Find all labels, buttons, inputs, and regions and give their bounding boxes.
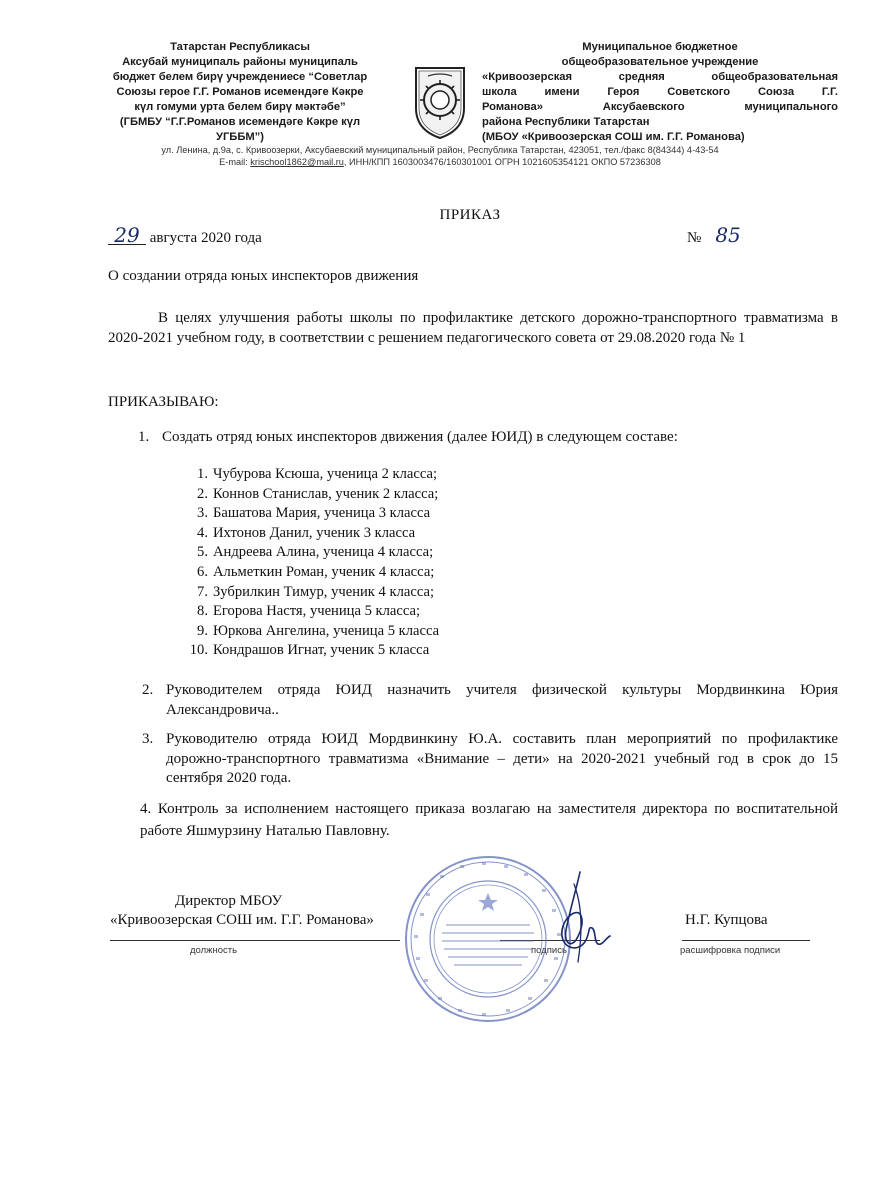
header-tatar-line: күл гомуми урта белем бирү мәктәбе” bbox=[134, 101, 346, 113]
list-item bbox=[188, 465, 439, 485]
member-name: Егорова Настя, ученица 5 класса; bbox=[213, 603, 421, 620]
requisites-text: , ИНН/КПП 1603003476/160301001 ОГРН 1021605354121 ОКПО 57236308 bbox=[343, 157, 661, 167]
header-russian-line: Романова» Аксубаевского муниципального bbox=[482, 101, 838, 113]
list-index: 3. bbox=[197, 505, 208, 522]
item-text: Руководителю отряда ЮИД Мордвинкину Ю.А. составить план мероприятий по профилактике дорожно-транспортного травматизма «Внимание – дети» на 2020-2021 учебный год в срок до 15 сентября 2020 года. bbox=[166, 731, 838, 786]
list-item bbox=[188, 504, 439, 524]
item-text: Создать отряд юных инспекторов движения (далее ЮИД) в следующем составе: bbox=[162, 429, 678, 445]
header-tatar-line: Татарстан Республикасы bbox=[170, 41, 310, 53]
header-tatar-line: Аксубай муниципаль районы муниципаль bbox=[122, 56, 358, 68]
list-item bbox=[188, 485, 439, 505]
order-preamble: В целях улучшения работы школы по профилактике детского дорожно-транспортного травматизма в 2020-2021 учебном году, в соответствии с решением педагогического совета от 29.08.2020 года № 1 bbox=[108, 310, 838, 346]
caption-position: должность bbox=[190, 945, 238, 956]
signatory-position: Директор МБОУ bbox=[175, 893, 283, 909]
order-number bbox=[687, 223, 765, 247]
coat-of-arms-icon bbox=[410, 64, 470, 140]
email-label: E-mail: bbox=[219, 157, 251, 167]
item-number: 1. bbox=[138, 429, 150, 445]
address-line: ул. Ленина, д.9а, с. Кривоозерки, Аксубаевский муниципальный район, Республика Татарстан, 423051, тел./факс 8(84344) 4-43-54 bbox=[161, 145, 719, 155]
list-item bbox=[188, 563, 439, 583]
order-item-4: 4. Контроль за исполнением настоящего приказа возлагаю на заместителя директора по воспитательной работе Яшмурзину Наталью Павловну. bbox=[140, 801, 838, 839]
caption-signature: подпись bbox=[531, 945, 567, 956]
member-name: Коннов Станислав, ученик 2 класса; bbox=[213, 485, 439, 502]
order-directive-word: ПРИКАЗЫВАЮ: bbox=[108, 394, 219, 410]
list-item bbox=[188, 583, 439, 603]
signatory-name: Н.Г. Купцова bbox=[685, 912, 768, 928]
list-index: 8. bbox=[197, 603, 208, 620]
list-item bbox=[188, 622, 439, 642]
header-tatar-line: (ГБМБУ “Г.Г.Романов исемендәге Кәкре күл bbox=[119, 116, 361, 128]
member-name: Кондрашов Игнат, ученик 5 класса bbox=[213, 642, 430, 659]
header-tatar-line: УГББМ”) bbox=[215, 131, 265, 143]
list-index: 1. bbox=[197, 466, 208, 482]
caption-name: расшифровка подписи bbox=[680, 945, 781, 956]
date-day-handwritten: 29 bbox=[108, 226, 146, 245]
handwritten-signature-icon bbox=[540, 870, 620, 970]
header-tatar-line: Союзы герое Г.Г. Романов исемендәге Кәкре bbox=[116, 86, 364, 98]
list-index: 5. bbox=[197, 544, 208, 561]
email-link[interactable]: krischool1862@mail.ru bbox=[250, 157, 344, 167]
order-item-3 bbox=[142, 730, 838, 789]
members-list bbox=[188, 465, 439, 661]
member-name: Альметкин Роман, ученик 4 класса; bbox=[213, 563, 435, 580]
header-russian-block bbox=[482, 40, 838, 145]
list-item bbox=[188, 641, 439, 661]
list-index: 2. bbox=[197, 485, 208, 502]
date-rest: августа 2020 года bbox=[149, 230, 262, 246]
member-name: Башатова Мария, ученица 3 класса bbox=[213, 505, 431, 522]
header-tatar-line: бюджет белем бирү учреждениесе “Советлар bbox=[112, 71, 368, 83]
item-number: 3. bbox=[142, 731, 154, 747]
member-name: Юркова Ангелина, ученица 5 класса bbox=[213, 622, 440, 639]
number-handwritten: 85 bbox=[715, 223, 741, 247]
header-russian-line: (МБОУ «Кривоозерская СОШ им. Г.Г. Романова) bbox=[482, 131, 745, 143]
member-name: Зубрилкин Тимур, ученик 4 класса; bbox=[213, 583, 435, 600]
order-item-2 bbox=[142, 681, 838, 720]
member-name: Ихтонов Данил, ученик 3 класса bbox=[213, 524, 416, 541]
header-russian-line: «Кривоозерская средняя общеобразовательная bbox=[482, 71, 838, 83]
contacts-block bbox=[140, 144, 740, 168]
header-russian-line: общеобразовательное учреждение bbox=[561, 56, 759, 68]
number-label: № bbox=[687, 230, 702, 246]
list-item bbox=[188, 524, 439, 544]
order-subject: О создании отряда юных инспекторов движения bbox=[108, 268, 419, 284]
list-index: 7. bbox=[197, 583, 208, 600]
order-item-1 bbox=[138, 428, 838, 448]
list-index: 10. bbox=[189, 642, 208, 659]
document-title: ПРИКАЗ bbox=[439, 207, 501, 223]
item-number: 2. bbox=[142, 682, 154, 698]
requisites-line bbox=[140, 156, 740, 168]
list-index: 4. bbox=[197, 524, 208, 541]
header-russian-line: района Республики Татарстан bbox=[482, 116, 650, 128]
header-tatar-block bbox=[80, 40, 400, 145]
list-item bbox=[188, 543, 439, 563]
list-index: 9. bbox=[197, 622, 208, 639]
member-name: Андреева Алина, ученица 4 класса; bbox=[213, 544, 434, 561]
name-underline bbox=[682, 940, 810, 941]
member-name: Чубурова Ксюша, ученица 2 класса; bbox=[213, 466, 438, 482]
position-underline bbox=[110, 940, 400, 941]
order-date bbox=[108, 223, 262, 247]
header-russian-line: Муниципальное бюджетное bbox=[582, 41, 738, 53]
list-index: 6. bbox=[197, 563, 208, 580]
signatory-organization: «Кривоозерская СОШ им. Г.Г. Романова» bbox=[110, 912, 374, 928]
header-russian-line: школа имени Героя Советского Союза Г.Г. bbox=[482, 86, 838, 98]
item-text: Руководителем отряда ЮИД назначить учителя физической культуры Мордвинкина Юрия Александровича.. bbox=[166, 682, 838, 718]
list-item bbox=[188, 602, 439, 622]
